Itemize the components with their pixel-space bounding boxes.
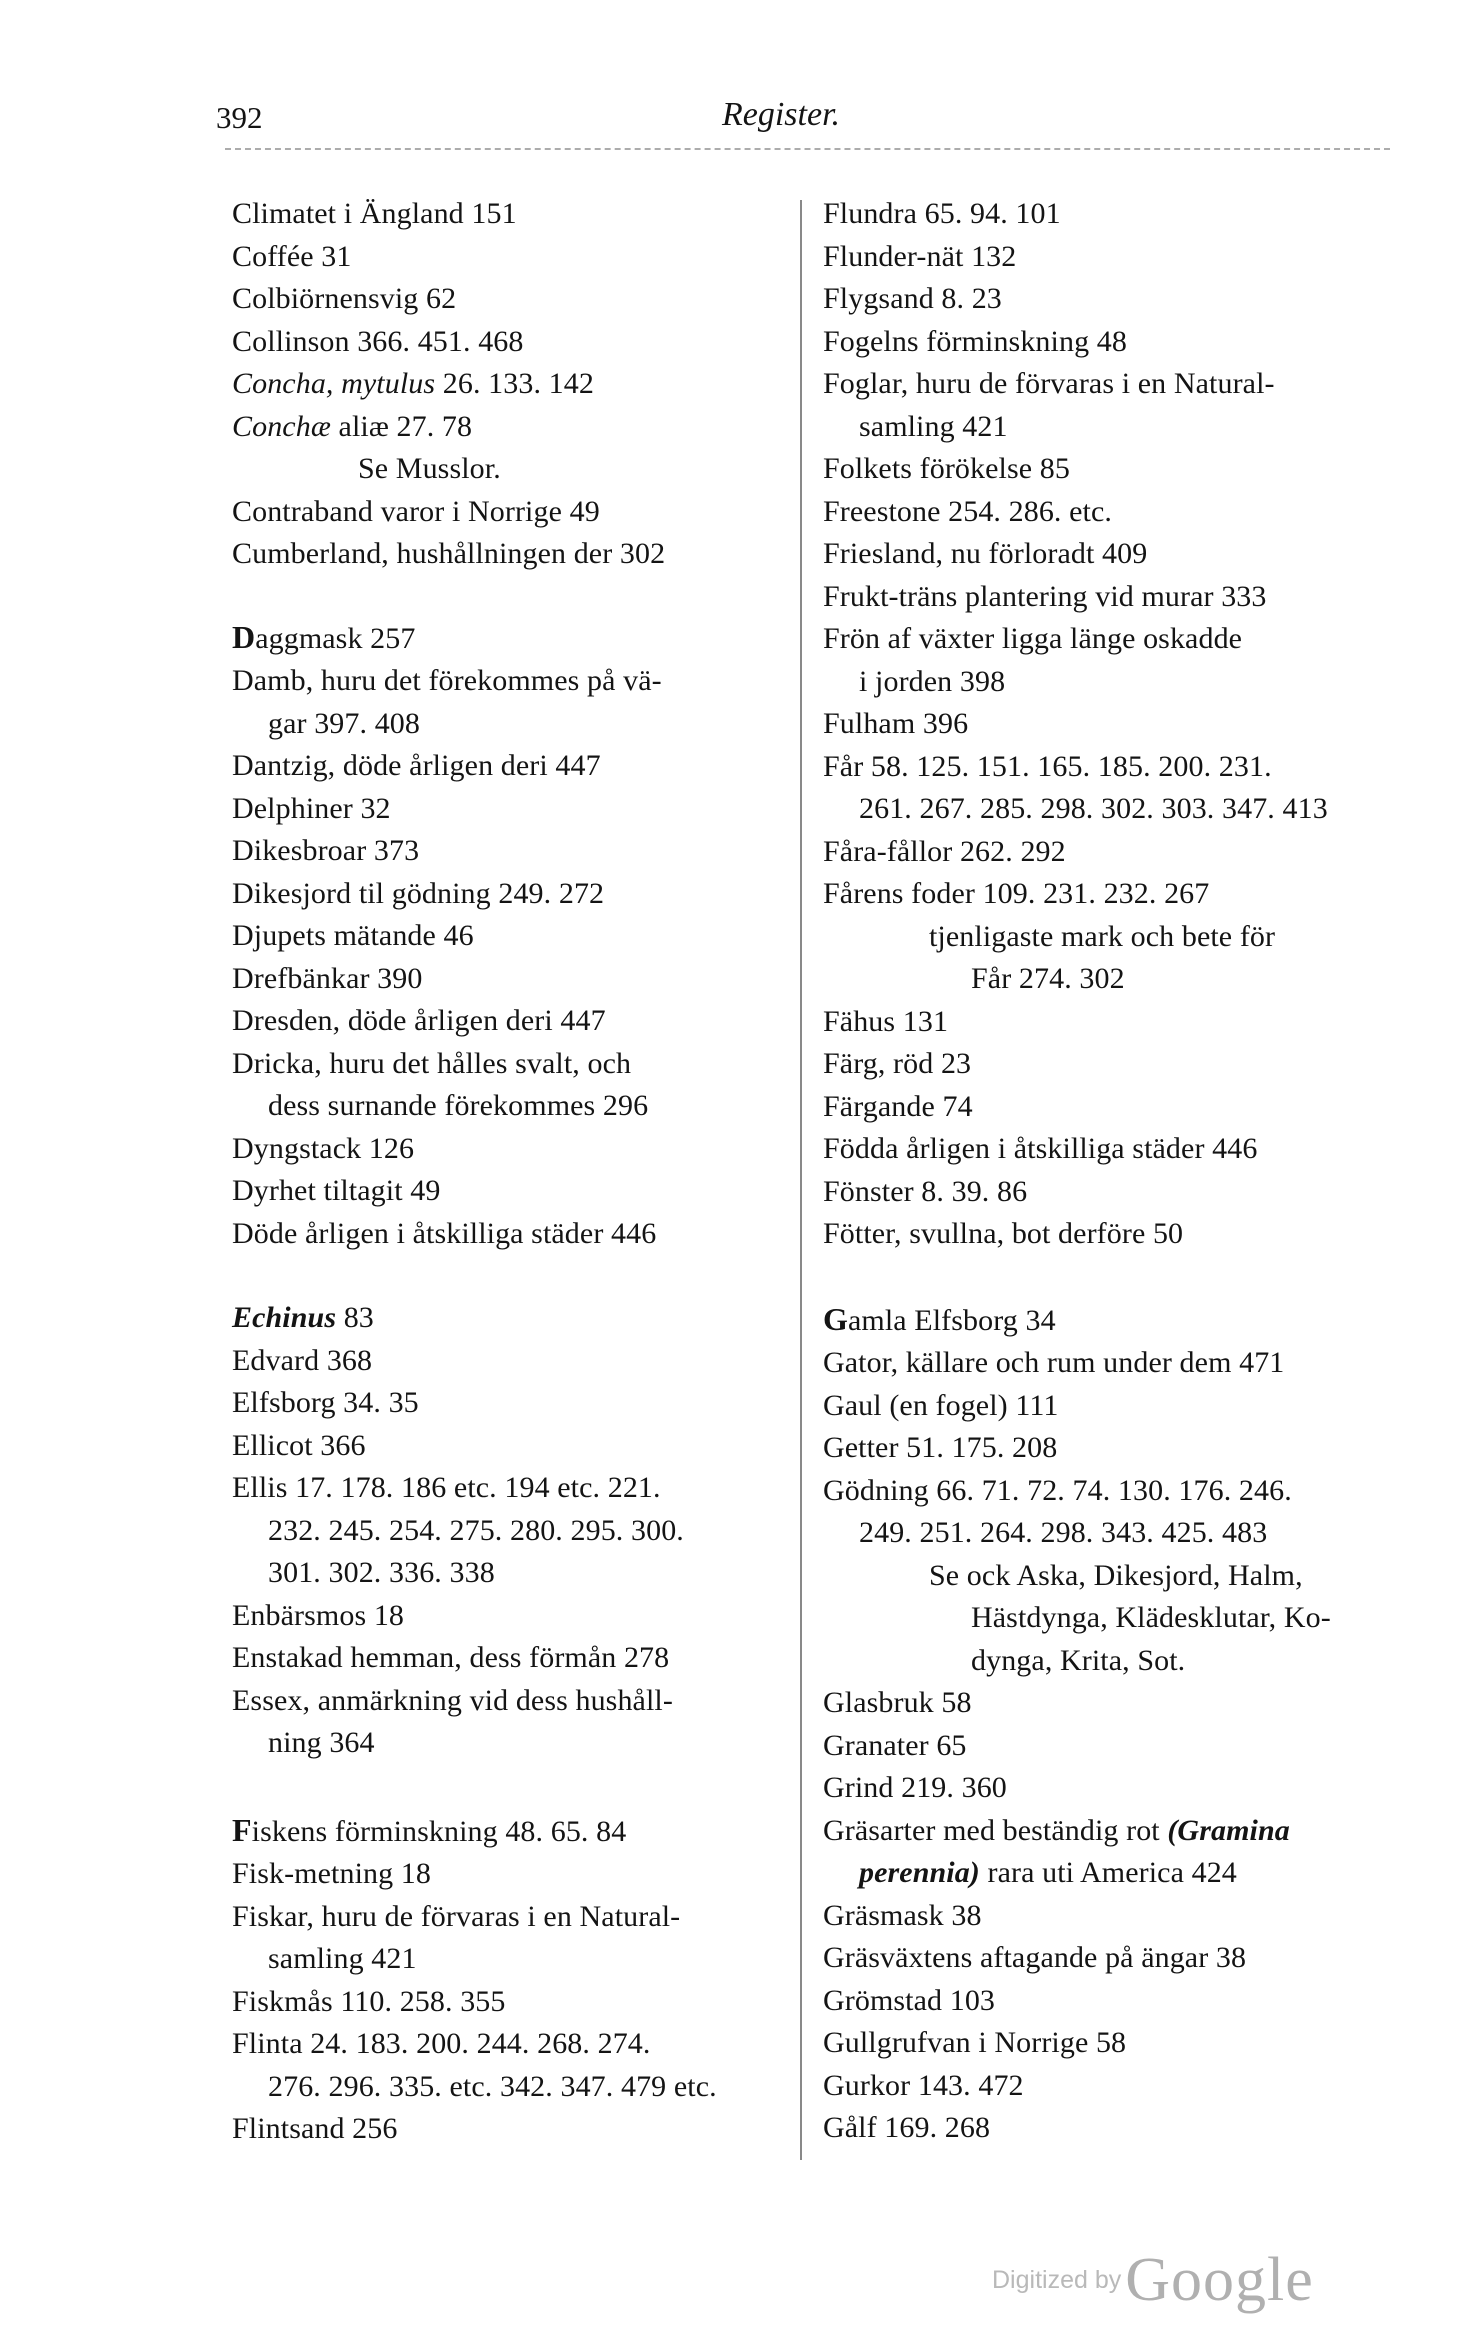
entry-frukt-trans: Frukt-träns plantering vid murar 333 (823, 579, 1267, 613)
entry-enstakad: Enstakad hemman, dess förmån 278 (232, 1641, 670, 1674)
entry-gator: Gator, källare och rum under dem 471 (823, 1346, 1285, 1379)
column-divider (800, 200, 802, 2160)
entry-echinus: Echinus 83 (232, 1301, 374, 1334)
entry-dresden: Dresden, döde årligen deri 447 (232, 1004, 606, 1037)
index-right-column (823, 193, 1408, 2150)
entry-grasmask: Gräsmask 38 (823, 1898, 982, 1932)
entry-godning: Gödning 66. 71. 72. 74. 130. 176. 246. 249. 251. 264. 298. 343. 425. 483 Se ock Aska, Dikesjord, Halm, Hästdynga, Klädesklutar, Ko- dynga, Krita, Sot. (823, 1470, 1408, 1683)
entry-dikesjord: Dikesjord til gödning 249. 272 (232, 876, 605, 910)
entry-friesland: Friesland, nu förloradt 409 (823, 537, 1148, 570)
entry-fargande: Färgande 74 (823, 1089, 973, 1123)
entry-dode: Döde årligen i åtskilliga städer 446 (232, 1216, 657, 1250)
entry-enbarsmos: Enbärsmos 18 (232, 1598, 405, 1632)
entry-flunder-nat: Flunder-nät 132 (823, 239, 1017, 273)
entry-fonster: Fönster 8. 39. 86 (823, 1174, 1028, 1208)
entry-elfsborg: Elfsborg 34. 35 (232, 1386, 419, 1419)
entry-dricka: Dricka, huru det hålles svalt, och dess surnande förekommes 296 (232, 1046, 649, 1122)
section-gap (232, 576, 802, 616)
entry-fron: Frön af växter ligga länge oskadde i jorden 398 (823, 622, 1243, 698)
entry-ellicot: Ellicot 366 (232, 1428, 366, 1462)
entry-fulham: Fulham 396 (823, 707, 969, 740)
entry-fodda: Födda årligen i åtskilliga städer 446 (823, 1132, 1258, 1165)
latin-term: perennia) (859, 1856, 980, 1889)
cross-reference: dynga, Krita, Sot. (971, 1643, 1186, 1677)
entry-dyrhet: Dyrhet tiltagit 49 (232, 1174, 441, 1207)
entry-flintsand: Flintsand 256 (232, 2112, 398, 2145)
entry-conchae: Conchæ aliæ 27. 78 Se Musslor. (232, 406, 802, 491)
entry-dikesbroar: Dikesbroar 373 (232, 834, 420, 867)
entry-flinta: Flinta 24. 183. 200. 244. 268. 274. 276. 296. 335. etc. 342. 347. 479 etc. (232, 2027, 717, 2103)
entry-fiskmas: Fiskmås 110. 258. 355 (232, 1984, 506, 2018)
entry-djupets: Djupets mätande 46 (232, 919, 474, 952)
latin-term: Concha, mytulus (232, 367, 436, 400)
section-gap (232, 1255, 802, 1297)
entry-flundra: Flundra 65. 94. 101 (823, 197, 1061, 230)
entry-foglar: Foglar, huru de förvaras i en Natural- samling 421 (823, 367, 1275, 443)
entry-fotter: Fötter, svullna, bot derföre 50 (823, 1217, 1184, 1250)
entry-colbiornensvig: Colbiörnensvig 62 (232, 282, 457, 315)
entry-galf: Gålf 169. 268 (823, 2111, 991, 2144)
entry-fiskar: Fiskar, huru de förvaras i en Natural- samling 421 (232, 1899, 681, 1975)
entry-climatet: Climatet i Ängland 151 (232, 197, 517, 230)
cross-reference: Se ock Aska, Dikesjord, Halm, (929, 1558, 1303, 1592)
section-initial: D (232, 618, 256, 655)
entry-collinson: Collinson 366. 451. 468 (232, 324, 524, 358)
entry-coffee: Coffée 31 (232, 239, 352, 273)
entry-edvard: Edvard 368 (232, 1343, 373, 1377)
entry-dyngstack: Dyngstack 126 (232, 1131, 415, 1165)
entry-gamla-elfsborg: Gamla Elfsborg 34 (823, 1300, 1056, 1337)
entry-gullgrufvan: Gullgrufvan i Norrige 58 (823, 2026, 1127, 2059)
entry-ellis: Ellis 17. 178. 186 etc. 194 etc. 221. 232. 245. 254. 275. 280. 295. 300. 301. 302. 336. 338 (232, 1471, 684, 1589)
entry-fiskens: Fiskens förminskning 48. 65. 84 (232, 1811, 627, 1848)
section-gap (232, 1765, 802, 1809)
page-number: 392 (216, 100, 263, 135)
entry-fara-fallor: Fåra-fållor 262. 292 (823, 834, 1066, 868)
entry-fogelns: Fogelns förminskning 48 (823, 324, 1127, 358)
latin-term: Echinus (232, 1301, 337, 1334)
entry-dantzig: Dantzig, döde årligen deri 447 (232, 749, 601, 782)
entry-gromstad: Grömstad 103 (823, 1983, 996, 2017)
entry-contraband: Contraband varor i Norrige 49 (232, 494, 600, 528)
entry-glasbruk: Glasbruk 58 (823, 1686, 972, 1719)
digitized-watermark (992, 2245, 1314, 2316)
entry-getter: Getter 51. 175. 208 (823, 1431, 1058, 1464)
header-rule (225, 148, 1390, 150)
cross-reference: Hästdynga, Klädesklutar, Ko- (971, 1601, 1331, 1634)
entry-farens: Fårens foder 109. 231. 232. 267 tjenligaste mark och bete för Får 274. 302 (823, 877, 1276, 995)
entry-folkets: Folkets förökelse 85 (823, 452, 1070, 485)
entry-gurkor: Gurkor 143. 472 (823, 2068, 1024, 2102)
section-initial: G (823, 1300, 848, 1337)
entry-fisk-metning: Fisk-metning 18 (232, 1857, 432, 1890)
entry-freestone: Freestone 254. 286. etc. (823, 494, 1112, 528)
entry-flygsand: Flygsand 8. 23 (823, 282, 1002, 315)
entry-grind: Grind 219. 360 (823, 1771, 1007, 1804)
running-head: Register. (722, 96, 841, 133)
section-initial: F (232, 1811, 252, 1848)
entry-gaul: Gaul (en fogel) 111 (823, 1388, 1059, 1422)
google-logo: Google (1125, 2246, 1314, 2314)
watermark-prefix: Digitized by (992, 2266, 1122, 2294)
entry-drefbankar: Drefbänkar 390 (232, 961, 423, 995)
entry-daggmask: Daggmask 257 (232, 618, 416, 655)
entry-farg: Färg, röd 23 (823, 1047, 972, 1080)
entry-essex: Essex, anmärkning vid dess hushåll- ning 364 (232, 1683, 673, 1759)
entry-granater: Granater 65 (823, 1728, 967, 1762)
index-left-column (232, 193, 802, 2151)
entry-delphiner: Delphiner 32 (232, 791, 391, 825)
entry-far: Får 58. 125. 151. 165. 185. 200. 231. 261. 267. 285. 298. 302. 303. 347. 413 (823, 749, 1328, 825)
section-gap (823, 1256, 1408, 1298)
cross-reference: Se Musslor. (358, 452, 501, 485)
entry-cumberland: Cumberland, hushållningen der 302 (232, 537, 666, 570)
entry-fahus: Fähus 131 (823, 1004, 949, 1038)
entry-concha: Concha, mytulus 26. 133. 142 (232, 367, 594, 400)
latin-term: Conchæ (232, 409, 331, 443)
latin-term: (Gramina (1167, 1813, 1290, 1847)
entry-damb: Damb, huru det förekommes på vä- gar 397. 408 (232, 664, 662, 740)
entry-grasarter: Gräsarter med beständig rot (Gramina perennia) rara uti America 424 (823, 1813, 1290, 1889)
entry-grasvaxtens: Gräsväxtens aftagande på ängar 38 (823, 1941, 1247, 1974)
